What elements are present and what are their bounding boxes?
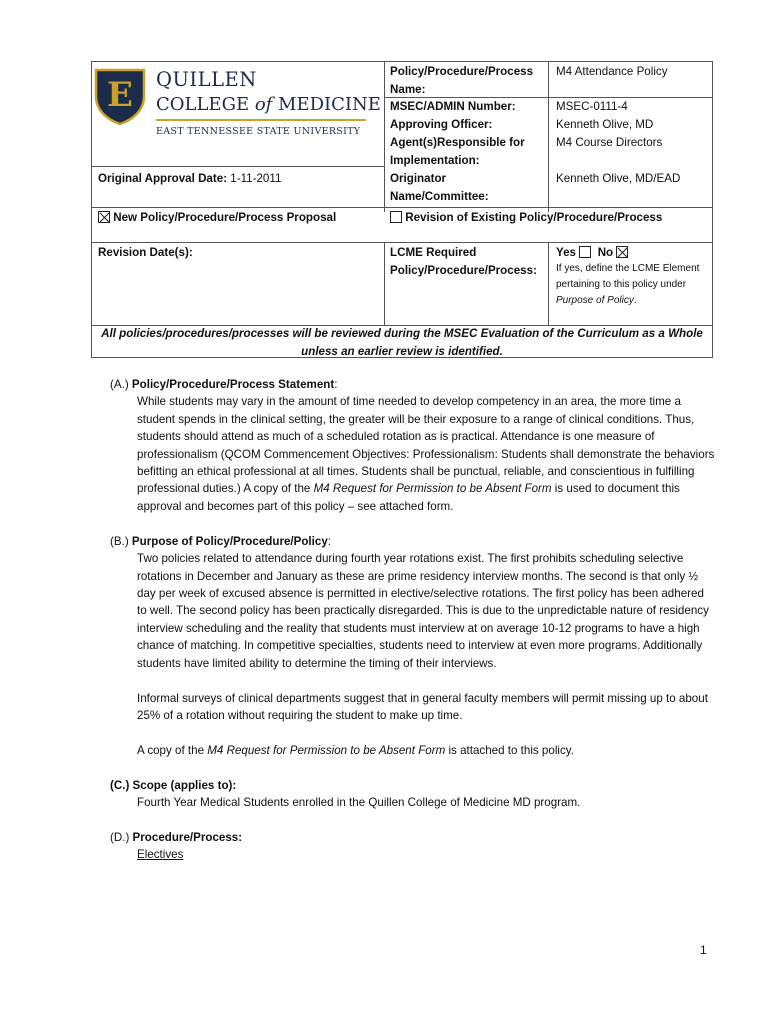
policy-body (110, 376, 715, 864)
section-c-heading: (C.) Scope (applies to): (110, 778, 237, 792)
msec-label: MSEC/ADMIN Number: (390, 100, 516, 113)
originator-value: Kenneth Olive, MD/EAD (556, 172, 681, 185)
divider (92, 242, 712, 243)
policy-name-value: M4 Attendance Policy (556, 65, 668, 78)
divider (92, 166, 384, 167)
policy-name-label: Policy/Procedure/Process Name: (390, 65, 534, 96)
section-d-heading: (D.) Procedure/Process: (110, 831, 243, 845)
lcme-yes-no[interactable]: Yes No (556, 244, 628, 262)
approving-officer-label: Approving Officer: (390, 118, 493, 131)
divider (384, 62, 385, 212)
lcme-no-checkbox[interactable] (616, 246, 628, 258)
agents-value: M4 Course Directors (556, 136, 663, 149)
revision-dates-label: Revision Date(s): (98, 246, 193, 259)
logo-rule (156, 119, 366, 121)
lcme-label: LCME Required Policy/Procedure/Process: (390, 246, 537, 277)
section-b-para1: Two policies related to attendance during fourth year rotations exist. The first prohibits scheduling selective rotations in December and January as these are prime residency interview months. The second is that only ½ day per week of excused absence is permitted in elective/selective rotations. The first policy has been adhered to well. The second policy has been practically disregarded. This is due to the unpredictable nature of residency interview scheduling and the reality that students must interview at on average 10-12 programs to have a high chance of matching. In competitive specialties, students need to interview at even more programs. Additionally students have limited ability to determine the timing of their interviews. (137, 552, 709, 670)
page-number: 1 (700, 943, 707, 957)
section-b-heading: (B.) Purpose of Policy/Procedure/Policy: (110, 534, 332, 548)
approving-officer-value: Kenneth Olive, MD (556, 118, 654, 131)
section-b-para3: A copy of the M4 Request for Permission to be Absent Form is attached to this policy. (137, 743, 574, 757)
revision-checkbox[interactable] (390, 211, 402, 223)
original-approval-date: Original Approval Date: 1-11-2011 (98, 172, 282, 185)
logo-line2: COLLEGE of MEDICINE (156, 94, 381, 115)
svg-text:E: E (107, 75, 133, 115)
new-policy-option[interactable]: New Policy/Procedure/Process Proposal (98, 209, 336, 227)
logo-line3: EAST TENNESSEE STATE UNIVERSITY (156, 126, 361, 137)
section-a-heading: (A.) Policy/Procedure/Process Statement: (110, 378, 338, 391)
lcme-yes-checkbox[interactable] (579, 246, 591, 258)
revision-option[interactable]: Revision of Existing Policy/Procedure/Process (390, 209, 662, 227)
new-policy-checkbox[interactable] (98, 211, 110, 223)
section-d-sub: Electives (137, 848, 184, 862)
review-notice: All policies/procedures/processes will be reviewed during the MSEC Evaluation of the Curriculum as a Whole unless an earlier review is identified. (101, 327, 703, 358)
agents-label: Agent(s)Responsible for Implementation: (390, 136, 525, 167)
shield-icon (94, 66, 146, 126)
divider (92, 207, 712, 208)
divider (548, 62, 549, 212)
divider (384, 242, 385, 326)
msec-value: MSEC-0111-4 (556, 100, 628, 113)
policy-header-table (91, 61, 713, 358)
lcme-note: If yes, define the LCME Element pertaining to this policy under Purpose of Policy. (556, 263, 700, 306)
logo-line1: QUILLEN (156, 68, 257, 91)
section-a-text: While students may vary in the amount of time needed to develop competency in an area, the more time a student spends in the clinical setting, the greater will be their exposure to a range of clinical conditions. Thus, students should attend as much of a scheduled rotation as is practical. Attendance is one measure of professionalism (QCOM Commencement Objectives: Professionalism: Students shall demonstrate the behaviors befitting an ethical professional at all times. Students shall be punctual, reliable, and conscientious in fulfilling professional duties.) A copy of the M4 Request for Permission to be Absent Form is used to document this approval and becomes part of this policy – see attached form. (137, 395, 715, 513)
section-c-text: Fourth Year Medical Students enrolled in the Quillen College of Medicine MD program. (137, 796, 581, 810)
section-b-para2: Informal surveys of clinical departments suggest that in general faculty members will permit missing up to about 25% of a rotation without requiring the student to make up time. (137, 691, 708, 722)
originator-label: Originator Name/Committee: (390, 172, 489, 203)
